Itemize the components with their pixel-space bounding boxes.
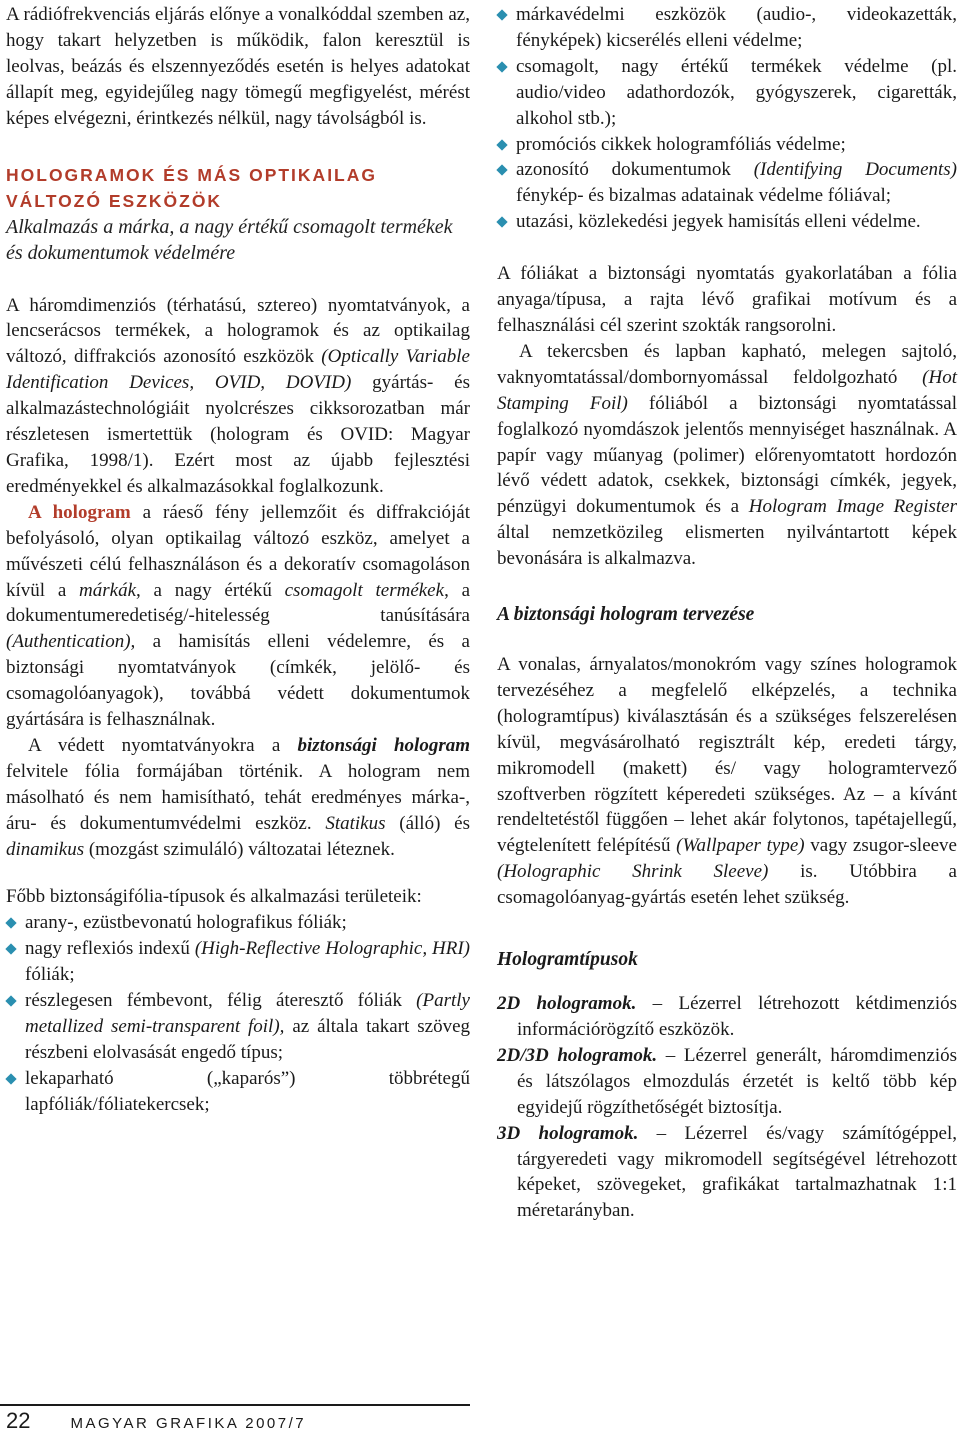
italic-term: dinamikus [6, 838, 85, 860]
subheading-types: Hologramtípusok [497, 949, 638, 971]
body-paragraph-5: A fóliákat a biztonsági nyomtatás gyakorlatában a fólia anyaga/típusa, a rajta lévő grafikai motívum és a felhasználási cél szerint szokták rangsorolni. [497, 263, 957, 336]
definition-item: 2D hologramok. – Lézerrel létrehozott kétdimenziós információrögzítő eszközök. [497, 993, 957, 1040]
text: (mozgást szimuláló) változatai léteznek. [84, 838, 395, 860]
footer-rule [0, 1404, 470, 1406]
bold-italic-term: biztonsági hologram [297, 734, 470, 756]
text: felvitele fólia formájában történik. A hologram nem másolható és nem hamisítható, tehát eredményes márka-, áru- és dokumentumvédelmi eszköz. [6, 760, 470, 834]
italic-term: márkák [79, 579, 136, 601]
italic-term: (Hot Stamping Foil) [497, 366, 957, 414]
list-item: márkavédelmi eszközök (audio-, videokazetták, fényképek) kicserélés elleni védelme; [497, 2, 957, 54]
body-paragraph-7: A vonalas, árnyalatos/monokróm vagy színes hologramok tervezéséhez a megfelelő elképzelés, a technika (hologramtípus) kiválasztásán és a szükséges felszerelésen kívül, megvásárolható regisztrált kép, eredeti tárgy, mikromodell (makett) és/ vagy hologramtervező szoftverben rögzített képeredeti szükséges. Az – a kívánt rendeltetéstől függően – lehet akár folytonos, tapétajellegű, végtelenített felépítésű (Wallpaper type) vagy zsugor-sleeve (Holographic Shrink Sleeve) is. Utóbbira a csomagolóanyag-gyártás esetén lehet szükség. [497, 654, 957, 909]
section-heading: HOLOGRAMOK ÉS MÁS OPTIKAILAG VÁLTOZÓ ESZKÖZÖK [6, 164, 377, 211]
list-item: promóciós cikkek hologramfóliás védelme; [497, 132, 957, 158]
italic-term: csomagolt termékek [284, 579, 445, 601]
diamond-bullet-icon [496, 9, 507, 20]
diamond-bullet-icon [5, 944, 16, 955]
italic-term: (Holographic Shrink Sleeve) [497, 861, 769, 883]
diamond-bullet-icon [5, 918, 16, 929]
text: , a dokumentumeredetiség/-hitelesség tanúsítására [6, 579, 471, 627]
text: a hamisítás elleni védelemre, és a biztonsági nyomtatványok (címkék, jelölő- és csomagolóanyagok), továbbá védett dokumentumok gyártására is felhasználnak. [6, 631, 470, 731]
magazine-title: MAGYAR GRAFIKA 2007/7 [70, 1415, 307, 1432]
diamond-bullet-icon [496, 165, 507, 176]
application-list [497, 2, 957, 235]
text: , a nagy értékű [136, 579, 285, 601]
definition-item: 3D hologramok. – Lézerrel és/vagy számítógéppel, tárgyeredeti vagy mikromodell segítségével létrehozott képeket, szövegeket, grafikákat tartalmazhatnak 1:1 méretarányban. [497, 1122, 957, 1222]
text: a ráeső fény jellemzőit és diffrakcióját befolyásoló, olyan optikailag változó eszköz, amelyet a művészeti célú felhasználáson és a dekoratív csomagoláson kívül a [6, 501, 470, 601]
section-subheading: Alkalmazás a márka, a nagy értékű csomagolt termékek és dokumentumok védelmére [6, 215, 453, 265]
italic-term: Hologram Image Register [748, 496, 957, 518]
right-column [497, 0, 957, 1224]
italic-term: (Authentication), [6, 631, 136, 653]
text: A védett nyomtatványokra a [28, 734, 298, 756]
italic-term: (Optically Variable Identification Devices, OVID, DOVID) [6, 346, 470, 394]
body-paragraph-4: Főbb biztonságifólia-típusok és alkalmazási területeik: [6, 886, 422, 908]
list-item: részlegesen fémbevont, félig áteresztő fóliák (Partly metallized semi-transparent foil), az általa takart szöveg részbeni elolvasását engedő típus; [6, 988, 470, 1066]
subheading-design: A biztonsági hologram tervezése [497, 604, 755, 626]
body-paragraph-1 [6, 293, 470, 500]
list-item: csomagolt, nagy értékű termékek védelme (pl. audio/video adathordozók, gyógyszerek, cigaretták, alkohol stb.); [497, 54, 957, 132]
text: A háromdimenziós (térhatású, sztereo) nyomtatványok, a lencserácsos termékek, a hologramok és az optikailag változó, diffrakciós azonosító eszközök [6, 294, 470, 368]
page-number: 22 [6, 1408, 31, 1433]
diamond-bullet-icon [5, 1073, 16, 1084]
foil-type-list [6, 910, 470, 1117]
list-item: nagy reflexiós indexű (High-Reflective Holographic, HRI) fóliák; [6, 936, 470, 988]
body-paragraph-2 [6, 500, 470, 733]
page-footer [6, 1408, 306, 1434]
list-item: lekaparható („kaparós”) többrétegű lapfóliák/fóliatekercsek; [6, 1066, 470, 1118]
left-column [6, 0, 470, 1118]
italic-term: Statikus [325, 812, 386, 834]
text: (álló) és [385, 812, 470, 834]
list-item: arany-, ezüstbevonatú holografikus fóliák; [6, 910, 470, 936]
italic-term: (Wallpaper type) [676, 835, 805, 857]
text: gyártás- és alkalmazástechnológiáit nyolcrészes cikksorozatban már részletesen ismertettük (hologram és OVID: Magyar Grafika, 1998/1). Ezért most az újabb fejlesztési eredményekkel és alkalmazásokkal foglalkozunk. [6, 372, 470, 497]
diamond-bullet-icon [496, 217, 507, 228]
intro-paragraph: A rádiófrekvenciás eljárás előnye a vonalkóddal szemben az, hogy takart helyzetben is működik, falon keresztül is leolvas, beázás és elszennyeződés esetén is helyes adatokat állapít meg, egyidejűleg nagy tömegű megfigyelést, mérést képes elvégezni, érintkezés nélkül, nagy távolságból is. [6, 4, 470, 129]
list-item: utazási, közlekedési jegyek hamisítás elleni védelme. [497, 209, 957, 235]
diamond-bullet-icon [496, 139, 507, 150]
definition-item: 2D/3D hologramok. – Lézerrel generált, háromdimenziós és látszólagos elmozdulás érzetét is keltő több kép egyidejű rögzíthetőségét biztosítja. [497, 1044, 957, 1118]
body-paragraph-6: A tekercsben és lapban kapható, melegen sajtoló, vaknyomtatással/dombornyomással feldolgozható (Hot Stamping Foil) fóliából a biztonsági nyomtatással foglalkozó nyomdászok jelentős mennyiséget használnak. A papír vagy műanyag (polimer) előrenyomtatott hordozón lévő védett adatok, csekkek, biztonsági címkék, jegyek, pénzügyi dokumentumok és a Hologram Image Register által nemzetközileg elismerten nyilvántartott képek bevonására is alkalmazva. [497, 340, 957, 570]
highlight-term: A hologram [28, 501, 131, 523]
body-paragraph-3 [6, 733, 470, 863]
list-item: azonosító dokumentumok (Identifying Documents) fénykép- és bizalmas adatainak védelme fóliával; [497, 157, 957, 209]
diamond-bullet-icon [5, 995, 16, 1006]
hologram-types [497, 991, 957, 1224]
diamond-bullet-icon [496, 61, 507, 72]
